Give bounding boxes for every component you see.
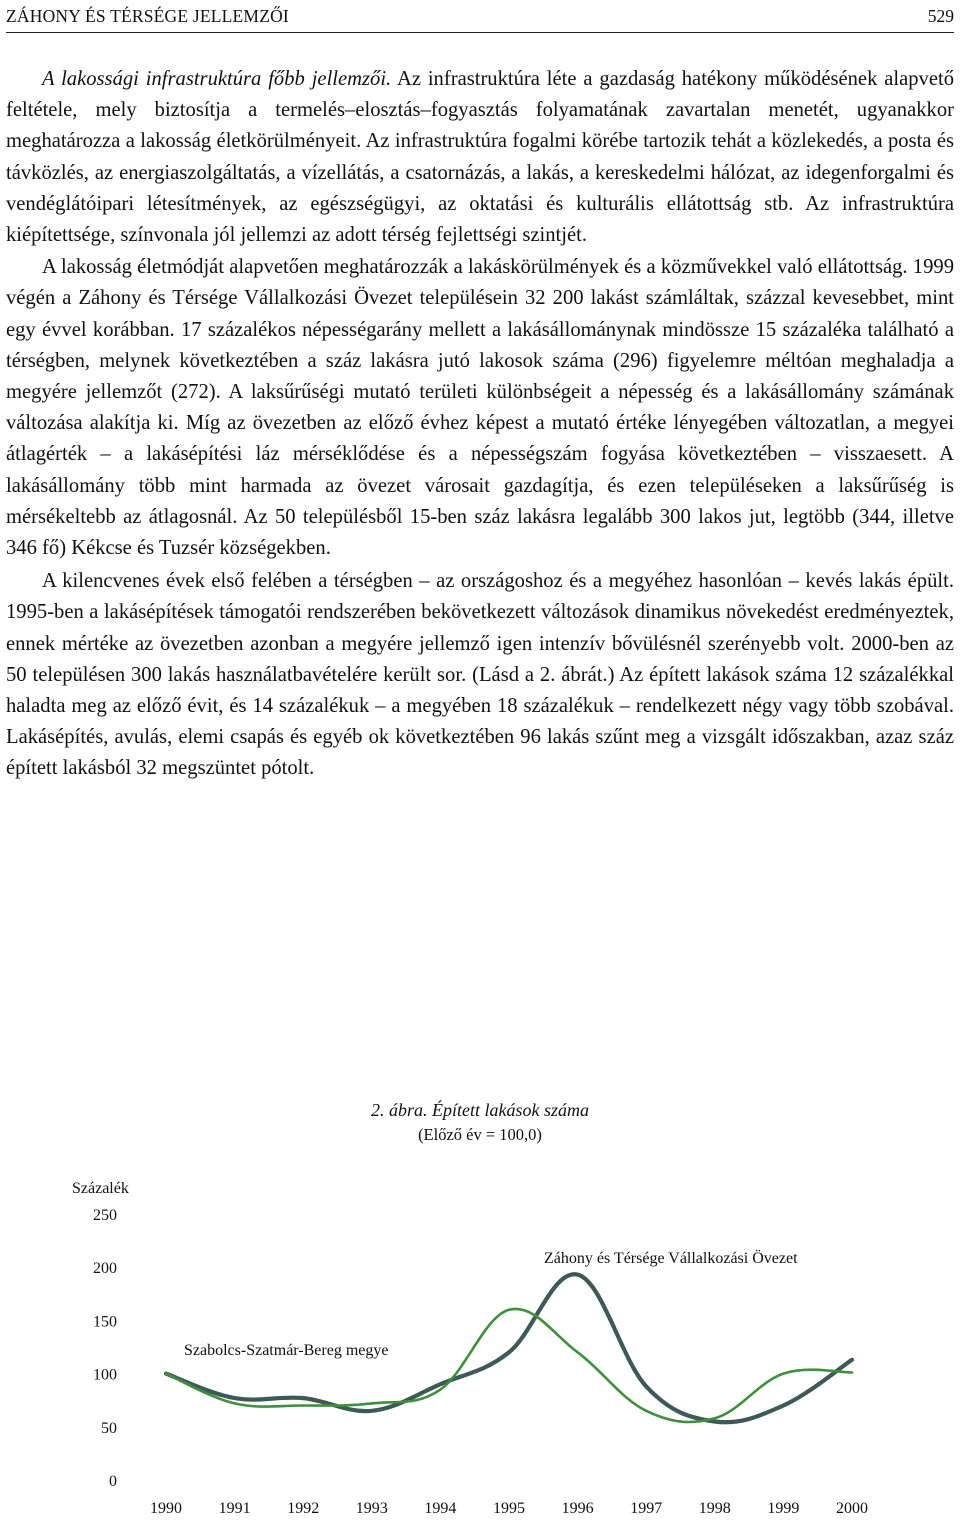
data-point: [851, 1372, 852, 1373]
data-point: [714, 1418, 715, 1419]
x-tick-label: 1999: [767, 1500, 800, 1517]
series-label-zahony: Záhony és Térsége Vállalkozási Övezet: [544, 1250, 798, 1267]
x-tick-label: 1993: [355, 1500, 388, 1517]
data-point: [371, 1410, 372, 1411]
data-point: [577, 1352, 578, 1353]
data-point: [577, 1274, 578, 1275]
data-point: [714, 1421, 715, 1422]
page-number: 529: [927, 6, 954, 26]
data-point: [783, 1373, 784, 1374]
data-point: [851, 1359, 852, 1360]
x-tick-label: 1997: [630, 1500, 663, 1517]
series-label-megye: Szabolcs-Szatmár-Bereg megye: [184, 1342, 389, 1359]
section-title: A lakossági infrastruktúra főbb jellemzői.: [42, 68, 392, 90]
data-point: [234, 1397, 235, 1398]
x-tick-label: 1994: [424, 1500, 457, 1517]
body-text: [6, 64, 954, 787]
x-tick-label: 1990: [150, 1500, 182, 1517]
x-tick-label: 1998: [698, 1500, 731, 1517]
x-tick-label: 1995: [493, 1500, 525, 1517]
x-tick-label: 1991: [218, 1500, 251, 1517]
data-point: [783, 1405, 784, 1406]
y-tick-label: 150: [93, 1313, 117, 1331]
data-point: [303, 1397, 304, 1398]
y-tick-label: 0: [109, 1473, 117, 1490]
x-tick-label: 1992: [287, 1500, 320, 1517]
y-tick-label: 50: [101, 1419, 117, 1437]
running-header: [6, 6, 954, 33]
paragraph-1: [6, 64, 954, 251]
running-title: ZÁHONY ÉS TÉRSÉGE JELLEMZŐI: [6, 6, 289, 26]
paragraph-3: A kilencvenes évek első felében a térségben – az országoshoz és a megyéhez hasonlóan – kevés lakás épült. 1995-ben a lakásépítések támogatói rendszerében bekövetkezett változások dinamikus növekedést eredményeztek, ennek mértéke az övezetben azonban a megyére jellemző igen intenzív bővülésnél szerényebb volt. 2000-ben az 50 településen 300 lakás használatbavételére került sor. (Lásd a 2. ábrát.) Az épített lakások száma 12 százalékkal haladta meg az előző évit, és 14 százalékuk – a megyében 18 százalékuk – rendelkezett négy vagy több szobával. Lakásépítés, avulás, elemi csapás és egyéb ok következtében 96 lakás szűnt meg a vizsgált időszakban, azaz száz épített lakásból 32 megszüntet pótolt.: [6, 570, 954, 780]
x-tick-label: 2000: [836, 1500, 868, 1517]
data-point: [303, 1405, 304, 1406]
paragraph-2: A lakosság életmódját alapvetően meghatározzák a lakáskörülmények és a közművekkel való ellátottság. 1999 végén a Záhony és Térsége Vállalkozási Övezet településein 32 200 lakást számláltak, százzal kevesebbet, mint egy évvel korábban. 17 százalékos népességarány mellett a lakásállománynak mindössze 15 százaléka található a térségben, melynek következtében a száz lakásra jutó lakosok száma (296) figyelemre méltóan meghaladja a megyére jellemzőt (272). A laksűrűségi mutató területi különbségeit a népesség és a lakásállomány számának változása alakítja ki. Míg az övezetben az előző évhez képest a mutató értéke lényegében változatlan, a megyei átlagérték – a lakásépítési láz mérséklődése és a népességszám fogyása következtében – visszaesett. A lakásállomány több mint harmada az övezet városait gazdagítja, és ezen településeken a laksűrűség is mérsékeltebb az átlagosnál. Az 50 településből 15-ben száz lakásra legalább 300 lakos jut, legtöbb (344, illetve 346 fő) Kékcse és Tuzsér községekben.: [6, 256, 954, 560]
y-tick-label: 100: [93, 1366, 117, 1384]
y-tick-label: 200: [93, 1260, 117, 1278]
data-point: [508, 1309, 509, 1310]
figure-caption: 2. ábra. Épített lakások száma: [371, 1100, 589, 1120]
data-point: [508, 1352, 509, 1353]
data-point: [371, 1403, 372, 1404]
series-megye-line: [166, 1309, 852, 1422]
x-tick-label: 1996: [561, 1500, 594, 1517]
data-point: [646, 1410, 647, 1411]
data-point: [440, 1389, 441, 1390]
line-chart: [0, 1160, 960, 1524]
data-point: [646, 1386, 647, 1387]
data-point: [234, 1403, 235, 1404]
paragraph-1-text: Az infrastruktúra léte a gazdaság hatékony működésének alapvető feltétele, mely biztosítja a termelés–elosztás–fogyasztás folyamatának zavartalan menetét, ugyanakkor meghatározza a lakosság életkörülményeit. Az infrastruktúra fogalmi körébe tartozik tehát a közlekedés, a posta és távközlés, az energiaszolgáltatás, a vízellátás, a csatornázás, a lakás, a kereskedelmi hálózat, az idegenforgalmi és vendéglátóipari létesítmények, az egészségügyi, az oktatási és kulturális ellátottság stb. Az infrastruktúra kiépítettsége, színvonala jól jellemzi az adott térség fejlettségi szintjét.: [6, 68, 954, 247]
data-point: [165, 1373, 166, 1374]
data-point: [440, 1384, 441, 1385]
y-tick-label: 250: [93, 1207, 117, 1224]
y-axis-title: Százalék: [72, 1180, 129, 1197]
figure-subcaption: (Előző év = 100,0): [418, 1125, 542, 1144]
